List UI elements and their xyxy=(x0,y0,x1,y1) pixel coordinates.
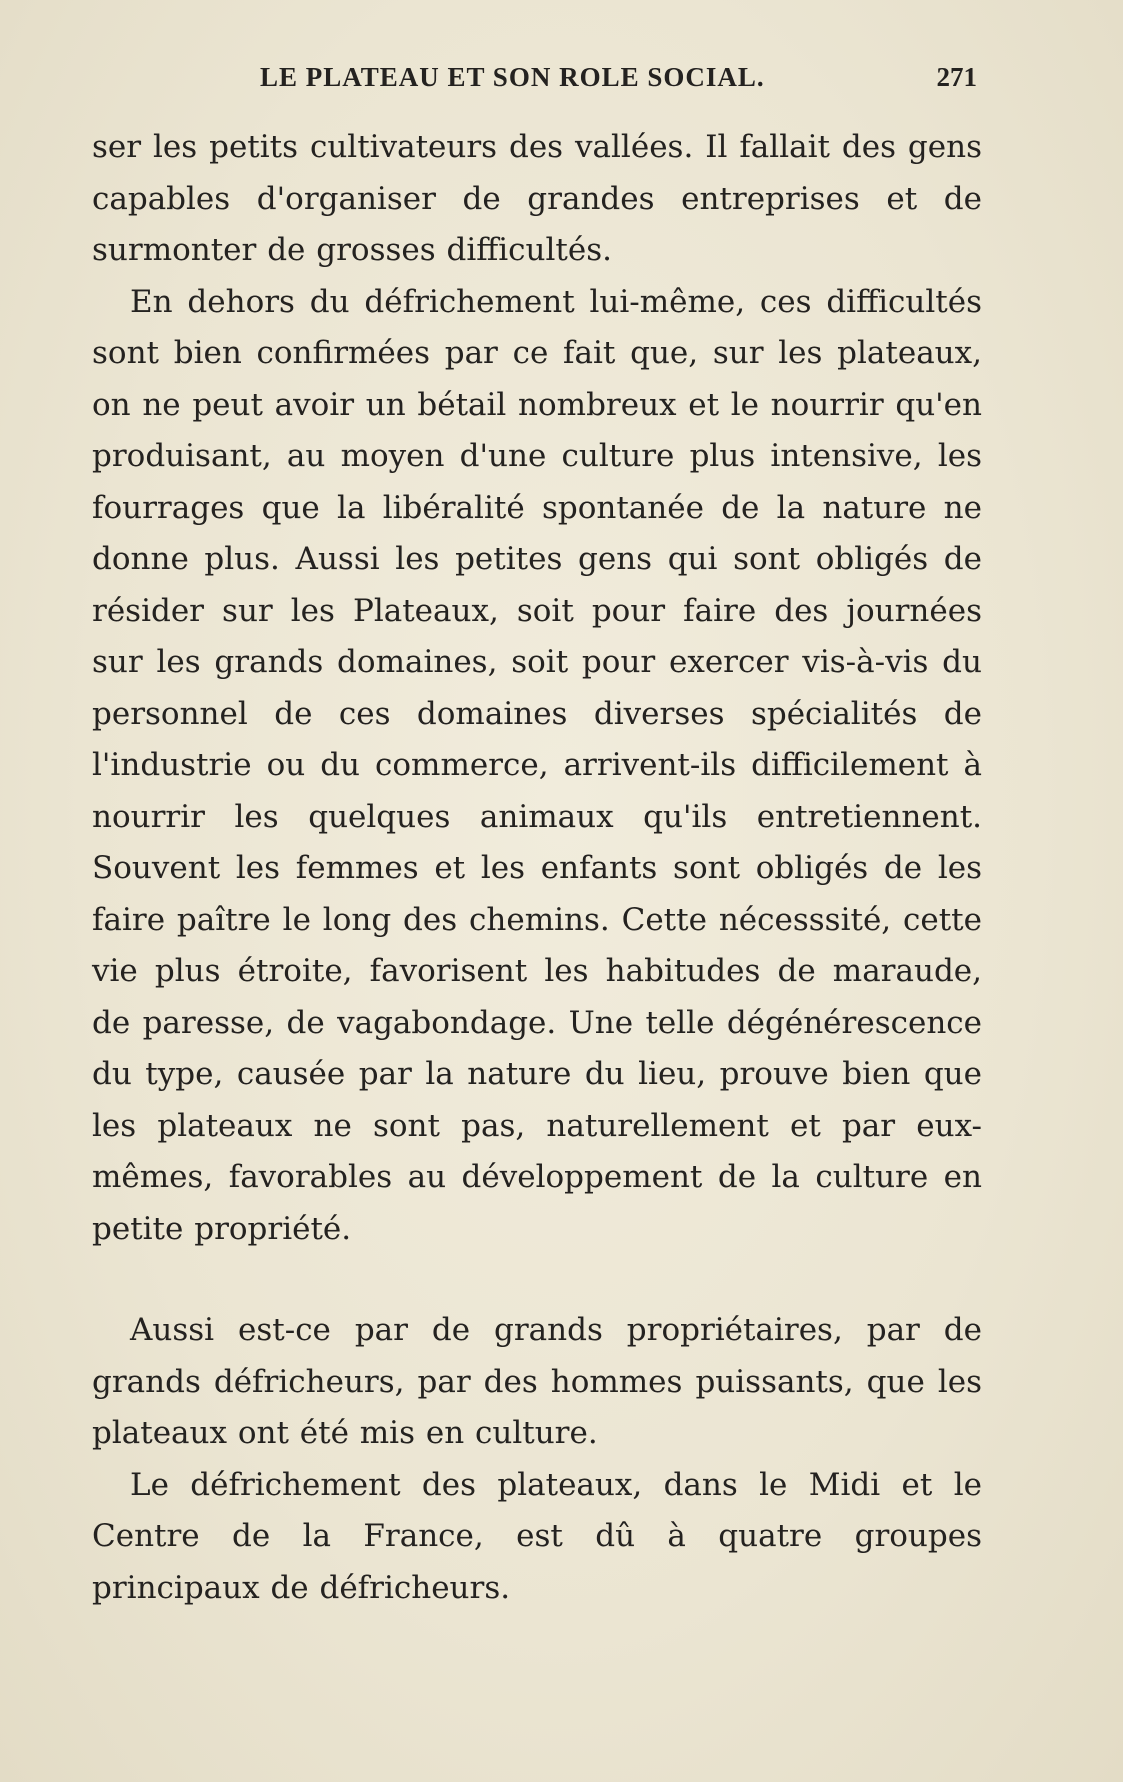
paragraph-great-owners: Aussi est-ce par de grands propriétaires, par de grands défricheurs, par des hommes puissants, que les plateaux ont été mis en culture. xyxy=(92,1312,982,1451)
paragraph-difficulties: En dehors du défrichement lui-même, ces difficultés sont bien confirmées par ce fait que, sur les plateaux, on ne peut avoir un bétail nombreux et le nourrir qu'en produisant, au moyen d'une culture plus intensive, les fourrages que la libéralité spontanée de la nature ne donne plus. Aussi les petites gens qui sont obligés de résider sur les Plateaux, soit pour faire des journées sur les grands domaines, soit pour exercer vis-à-vis du personnel de ces domaines diverses spécialités de l'industrie ou du commerce, arrivent-ils difficilement à nourrir les quelques animaux qu'ils entretiennent. Souvent les femmes et les enfants sont obligés de les faire paître le long des chemins. Cette nécesssité, cette vie plus étroite, favorisent les habitudes de maraude, de paresse, de vagabondage. Une telle dégénérescence du type, causée par la nature du lieu, prouve bien que les plateaux ne sont pas, naturellement et par eux-mêmes, favorables au développement de la culture en petite propriété. xyxy=(92,283,982,1247)
body-text xyxy=(92,122,982,1614)
paragraph-four-groups: Le défrichement des plateaux, dans le Midi et le Centre de la France, est dû à quatre groupes principaux de défricheurs. xyxy=(92,1466,982,1606)
running-head xyxy=(92,62,977,96)
page-number: 271 xyxy=(936,62,977,92)
running-title: LE PLATEAU ET SON ROLE SOCIAL. xyxy=(260,62,765,92)
paragraph-continuation: ser les petits cultivateurs des vallées. Il fallait des gens capables d'organiser de grandes entreprises et de surmonter de grosses difficultés. xyxy=(92,129,982,268)
